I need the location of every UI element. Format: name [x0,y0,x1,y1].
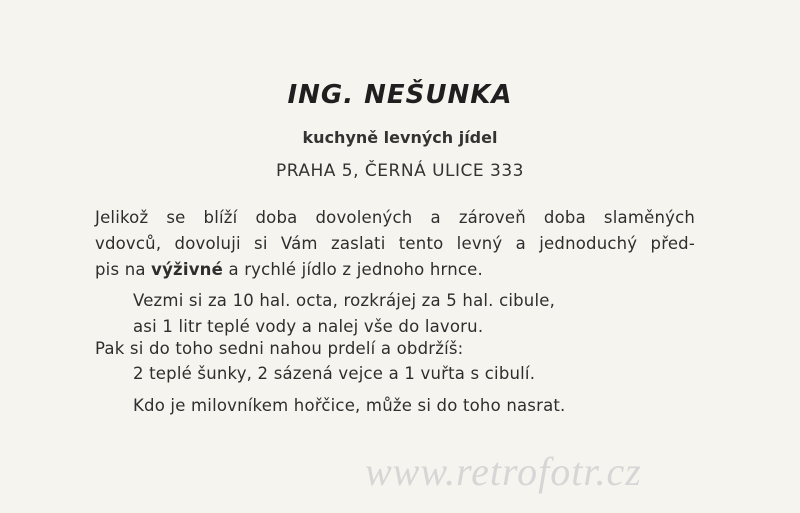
text-line: asi 1 litr teplé vody a nalej vše do lavoru. [133,317,484,336]
text-span: pis na [95,260,152,279]
bold-word: výživné [151,260,223,279]
text-span: a rychlé jídlo z jednoho hrnce. [223,260,483,279]
text-line: Jelikož se blíží doba dovolených a zároveň doba slaměných [95,208,695,227]
text-line: Kdo je milovníkem hořčice, může si do toho nasrat. [133,396,566,415]
company-address: PRAHA 5, ČERNÁ ULICE 333 [275,161,524,181]
text-line: 2 teplé šunky, 2 sázená vejce a 1 vuřta s cibulí. [133,364,536,383]
company-subtitle: kuchyně levných jídel [302,128,498,147]
text-line [95,260,483,279]
company-name: ING. NEŠUNKA [287,80,513,110]
text-line: vdovců, dovoluji si Vám zaslati tento levný a jednoduchý před- [95,234,695,253]
watermark: www.retrofotr.cz [365,449,642,494]
text-line: Vezmi si za 10 hal. octa, rozkrájej za 5 hal. cibule, [133,291,556,310]
text-line: Pak si do toho sedni nahou prdelí a obdržíš: [95,339,464,358]
